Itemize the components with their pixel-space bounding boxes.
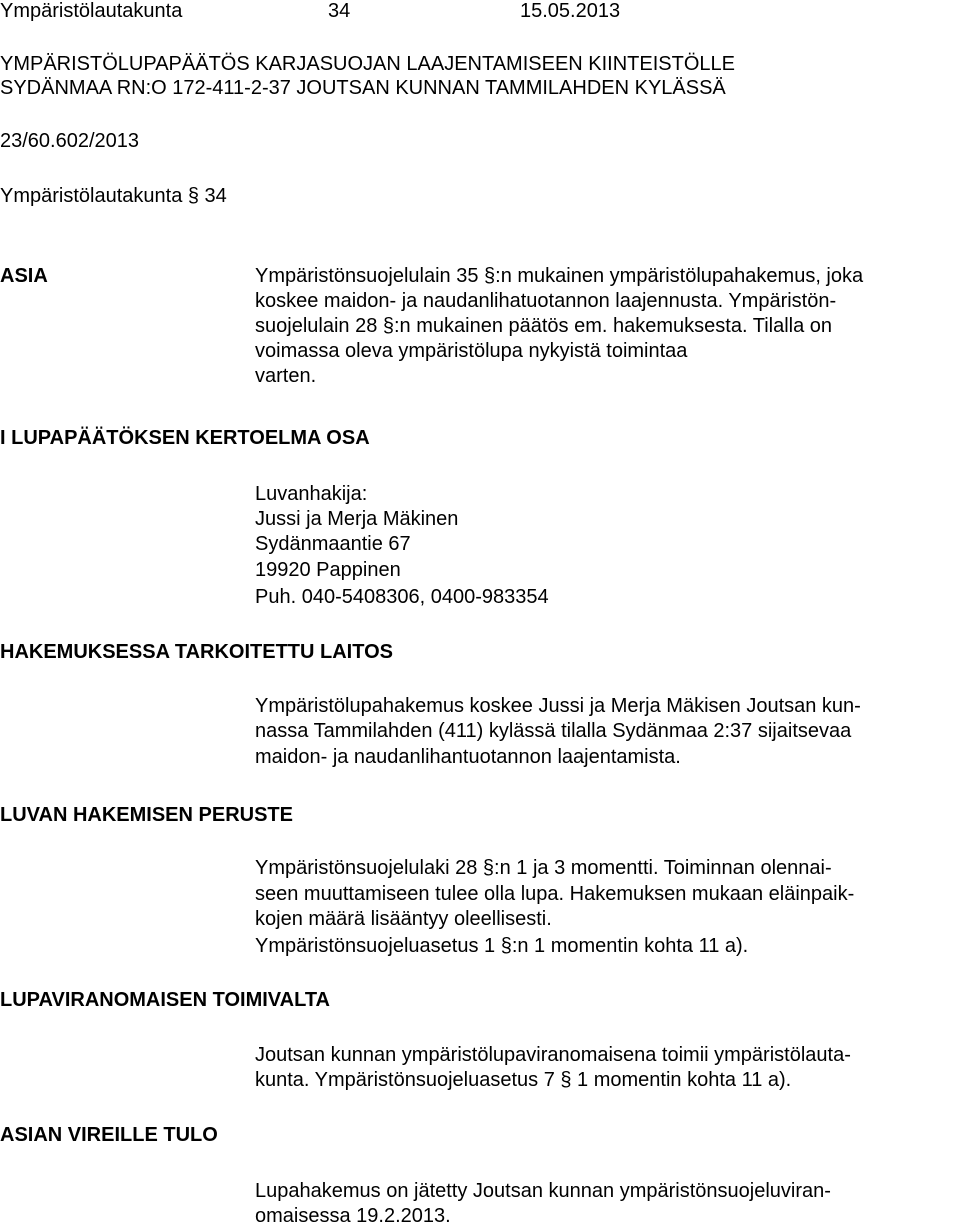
asia-line: voimassa oleva ympäristölupa nykyistä toimintaa xyxy=(255,340,688,362)
vireille-line: Lupahakemus on jätetty Joutsan kunnan ympäristönsuojeluviran- xyxy=(255,1180,831,1202)
applicant-postal: 19920 Pappinen xyxy=(255,559,401,581)
committee-section-line: Ympäristölautakunta § 34 xyxy=(0,185,227,207)
applicant-label: Luvanhakija: xyxy=(255,483,368,505)
asia-line: varten. xyxy=(255,365,317,387)
case-number: 23/60.602/2013 xyxy=(0,130,140,152)
asia-heading: ASIA xyxy=(0,265,48,287)
laitos-line: nassa Tammilahden (411) kylässä tilalla Sydänmaa 2:37 sijaitsevaa xyxy=(255,720,852,742)
laitos-heading: HAKEMUKSESSA TARKOITETTU LAITOS xyxy=(0,641,393,663)
asia-line: suojelulain 28 §:n mukainen päätös em. hakemuksesta. Tilalla on xyxy=(255,315,833,337)
document-title-line-2: SYDÄNMAA RN:O 172-411-2-37 JOUTSAN KUNNAN TAMMILAHDEN KYLÄSSÄ xyxy=(0,77,726,99)
laitos-line: Ympäristölupahakemus koskee Jussi ja Merja Mäkisen Joutsan kun- xyxy=(255,695,861,717)
peruste-line: kojen määrä lisääntyy oleellisesti. xyxy=(255,908,552,930)
kertoelma-heading: I LUPAPÄÄTÖKSEN KERTOELMA OSA xyxy=(0,427,370,449)
asia-line: Ympäristönsuojelulain 35 §:n mukainen ympäristölupahakemus, joka xyxy=(255,265,864,287)
peruste-heading: LUVAN HAKEMISEN PERUSTE xyxy=(0,804,293,826)
header-committee: Ympäristölautakunta xyxy=(0,0,183,22)
toimivalta-line: kunta. Ympäristönsuojeluasetus 7 § 1 momentin kohta 11 a). xyxy=(255,1069,792,1091)
peruste-line: Ympäristönsuojeluasetus 1 §:n 1 momentin kohta 11 a). xyxy=(255,935,749,957)
applicant-street: Sydänmaantie 67 xyxy=(255,533,411,555)
peruste-line: seen muuttamiseen tulee olla lupa. Hakemuksen mukaan eläinpaik- xyxy=(255,883,855,905)
toimivalta-heading: LUPAVIRANOMAISEN TOIMIVALTA xyxy=(0,989,330,1011)
vireille-line: omaisessa 19.2.2013. xyxy=(255,1205,451,1227)
applicant-phone: Puh. 040-5408306, 0400-983354 xyxy=(255,586,549,608)
document-title-line-1: YMPÄRISTÖLUPAPÄÄTÖS KARJASUOJAN LAAJENTAMISEEN KIINTEISTÖLLE xyxy=(0,53,735,75)
vireille-heading: ASIAN VIREILLE TULO xyxy=(0,1124,218,1146)
applicant-name: Jussi ja Merja Mäkinen xyxy=(255,508,459,530)
laitos-line: maidon- ja naudanlihantuotannon laajentamista. xyxy=(255,746,681,768)
asia-line: koskee maidon- ja naudanlihatuotannon laajennusta. Ympäristön- xyxy=(255,290,837,312)
header-section-number: 34 xyxy=(328,0,351,22)
peruste-line: Ympäristönsuojelulaki 28 §:n 1 ja 3 momentti. Toiminnan olennai- xyxy=(255,857,832,879)
header-date: 15.05.2013 xyxy=(520,0,621,22)
toimivalta-line: Joutsan kunnan ympäristölupaviranomaisena toimii ympäristölauta- xyxy=(255,1044,851,1066)
